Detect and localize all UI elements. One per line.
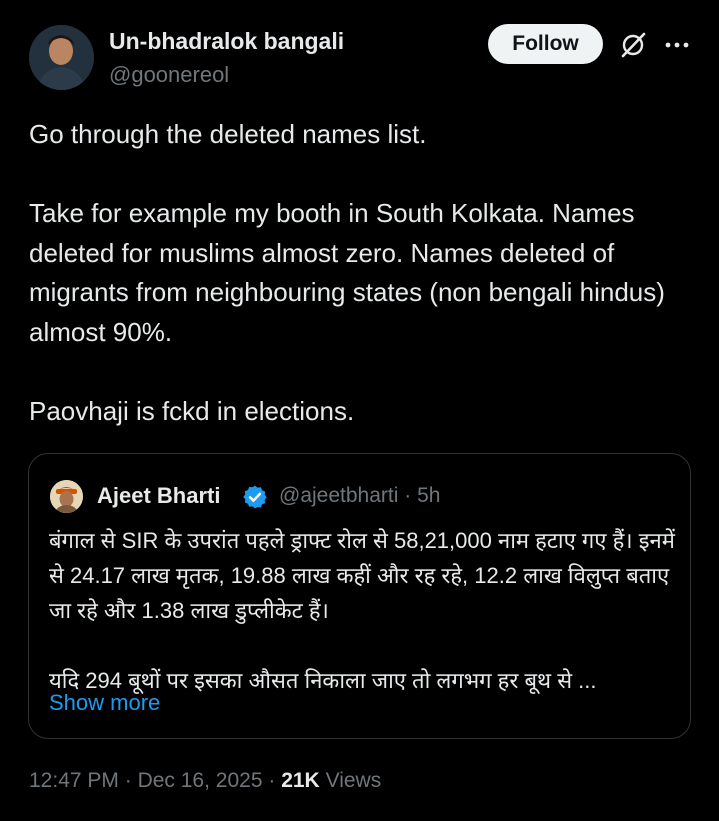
post-paragraph: Paovhaji is fckd in elections. (29, 395, 355, 426)
post-text (29, 115, 699, 431)
footer-separator: · (268, 769, 276, 792)
quoted-paragraph: बंगाल से SIR के उपरांत पहले ड्राफ्ट रोल से 58,21,000 नाम हटाए गए हैं। इनमें से 24.17 लाख मृतक, 19.88 लाख कहीं और रह रहे, 12.2 लाख विलुप्त बताए जा रहे और 1.38 लाख डुप्लीकेट हैं। (49, 528, 675, 623)
quoted-meta (279, 484, 440, 508)
quoted-time[interactable]: 5h (417, 484, 441, 507)
paragraph-gap (29, 352, 699, 392)
grok-icon[interactable] (619, 31, 647, 59)
paragraph-gap (49, 628, 679, 663)
meta-separator: · (404, 484, 412, 507)
quoted-handle[interactable]: @ajeetbharti (279, 484, 399, 507)
author-display-name[interactable]: Un-bhadralok bangali (109, 28, 345, 54)
post-paragraph: Go through the deleted names list. (29, 119, 427, 149)
views-label: Views (325, 769, 382, 792)
avatar-image (29, 25, 94, 90)
quoted-paragraph: यदि 294 बूथों पर इसका औसत निकाला जाए तो लगभग हर बूथ से ... (49, 668, 597, 693)
quoted-avatar-image (50, 480, 83, 513)
more-horizontal-icon[interactable] (664, 37, 690, 53)
author-avatar[interactable] (29, 25, 94, 90)
verified-badge-icon (242, 484, 268, 510)
post-paragraph: Take for example my booth in South Kolkata. Names deleted for muslims almost zero. Names deleted of migrants from neighbouring states (non bengali hindus) almost 90%. (29, 198, 665, 347)
views-count: 21K (281, 769, 320, 792)
quoted-text (49, 523, 679, 698)
footer-separator: · (124, 769, 132, 792)
quoted-tweet[interactable] (28, 453, 691, 739)
post-time[interactable]: 12:47 PM (29, 769, 119, 792)
quoted-display-name[interactable]: Ajeet Bharti (97, 483, 221, 508)
post-date[interactable]: Dec 16, 2025 (137, 769, 263, 792)
follow-button[interactable]: Follow (488, 24, 603, 64)
author-handle[interactable]: @goonereol (109, 62, 230, 87)
show-more-link[interactable]: Show more (49, 690, 161, 715)
tweet-footer (29, 769, 381, 793)
paragraph-gap (29, 155, 699, 195)
quoted-author-avatar[interactable] (50, 480, 83, 513)
